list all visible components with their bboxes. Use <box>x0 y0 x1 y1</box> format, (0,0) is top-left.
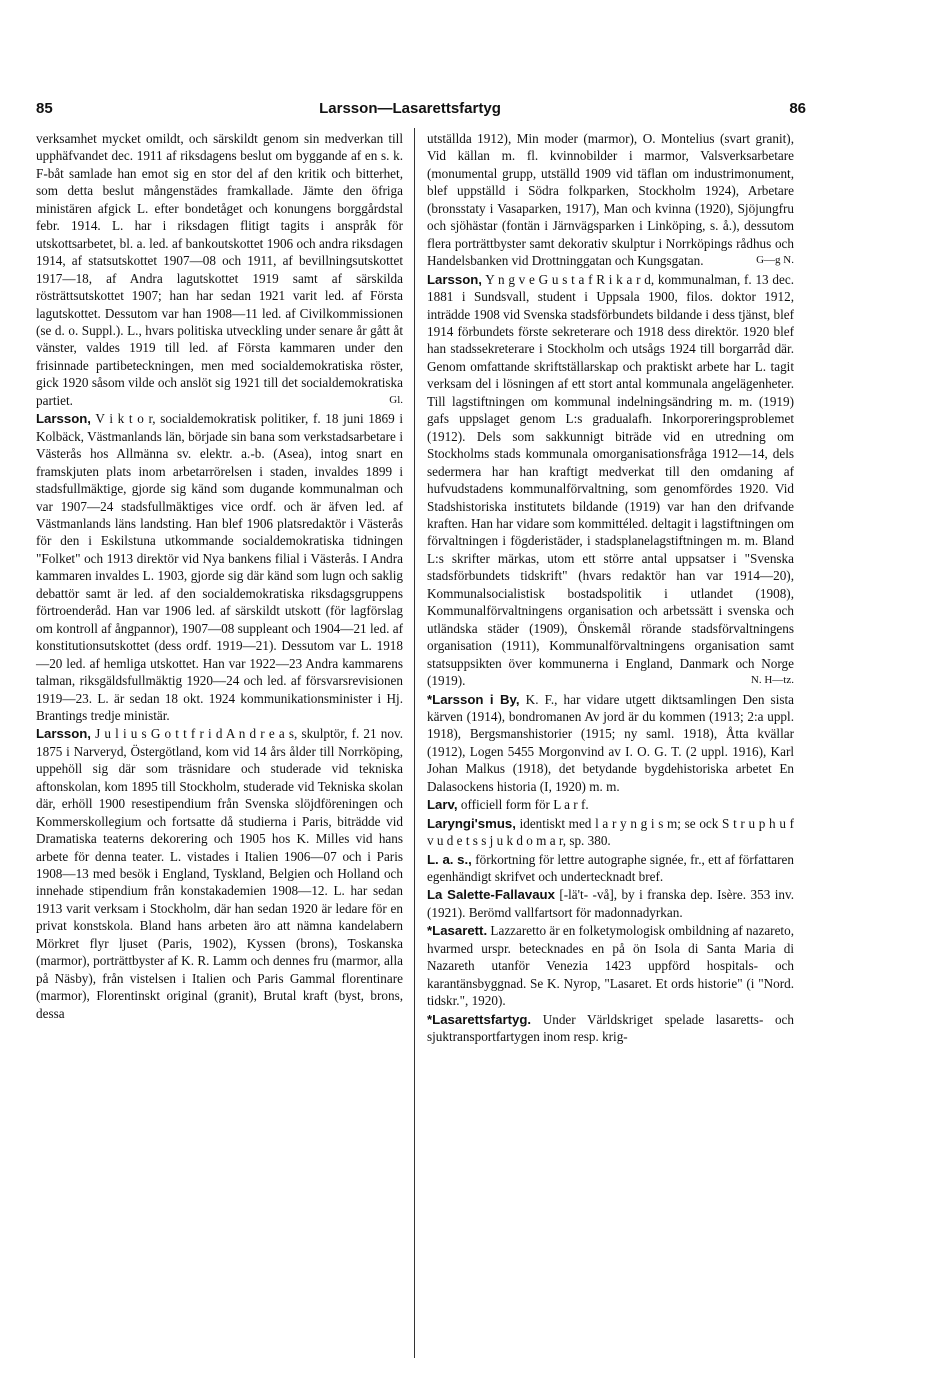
entry-headword: Larv, <box>427 797 458 813</box>
entry-headword: L. a. s., <box>427 851 472 867</box>
author-signature: Gl. <box>389 393 403 406</box>
entry-headword: Larsson, <box>36 411 91 427</box>
entry-larsson-viktor: Larsson, V i k t o r, socialdemokratisk politiker, f. 18 juni 1869 i Kolbäck, Västmanlands län, började sin bana som verkstadsarbetare i Västerås hos Allmänna sv. elektr. a.-b. (Asea), intog snart en framskjuten plats inom arbetarrörelsen i staden, invaldes 1899 i stadsfullmäktige, gjorde sig känd som dugande kommunalman och var 1907—24 stadsfullmäktiges vice ordf. och är äfven led. af Västmanlands läns landsting. Han blef 1906 platsredaktör i Västerås för den i Eskilstuna utkommande socialdemokratiska tidningen "Folket" och 1913 direktör vid Nya bankens filial i Västerås. I Andra kammaren invaldes L. 1903, gjorde sig där känd som lugn och saklig debattör samt är led. af den socialdemokratiska riksdagsgruppens förtroenderåd. Han var 1906 led. af särskildt utskott (för lagförslag om kontroll af ångpannor), 1907—08 suppleant och 1904—21 led. af konstitutionsutskottet (dess ordf. 1919—21). Dessutom var L. 1918—20 led. af hemliga utskottet. Han var 1922—23 Andra kammarens talman, riksgäldsfullmäktig 1920—24 och led. af försvarsrevisionen 1919—23. L. är sedan 18 okt. 1924 kommunikationsminister i Hj. Brantings tredje ministär. <box>36 411 403 723</box>
entry-continuation: verksamhet mycket omildt, och särskildt genom sin medverkan till upphäfvandet dec. 1911 af riksdagens beslut om byggande af en s. k. F-båt samlade han emot sig en stor del af den kritik och bitterhet, som detta beslut mångenstädes framkallade. Jämte den öfriga ministären afgick L. efter bondetåget och konungens borggårdstal febr. 1914. L. har i riksdagen flitigt tagits i anspråk för utskottsarbetet, bl. a. led. af bankoutskottet 1906 och andra riksdagen 1914, af statsutskottet 1907—08 och 1911, af bevillningsutskottet 1917—18, af Andra lagutskottet 1919 samt af särskilda rösträttsutskottet 1907; han har sedan 1921 varit led. af Första lagutskottet. Dessutom var han 1908—11 led. af Civilkommissionen (se d. o. Suppl.). L., hvars politiska utveckling under senare år gått åt vänster, valdes 1919 till led. af Första kammaren under den frisinnade partibeteckningen, men med socialdemokratiska röster, gick 1920 såsom vilde och anslöt sig 1921 till det socialdemokratiska partiet. Gl. <box>36 131 403 408</box>
entry-headword: Larsson, <box>427 271 482 287</box>
entry-headword: *Lasarettsfartyg. <box>427 1011 532 1027</box>
author-signature: N. H—tz. <box>750 674 794 687</box>
entry-headword: Larsson, <box>36 726 91 742</box>
entry-headword: Laryngi'smus, <box>427 815 516 831</box>
entry-lasarett: *Lasarett. Lazzaretto är en folketymologisk ombildning af nazareto, hvarmed urspr. betecknades en på ön Isola di Santa Maria di Nazareth utanför Venezia 1423 uppförd hospitals- och karantänsbyggnad. Se K. Nyrop, "Lasaret. Et ords historie" (i "Nord. tidskr.", 1920). <box>427 923 794 1009</box>
entry-headword: *Larsson i By, <box>427 691 520 707</box>
entry-continuation: utställda 1912), Min moder (marmor), O. Montelius (svart granit), Vid källan m. fl. kvinnobilder i marmor, Valsverksarbetare (monumental grupp, utställd 1909 vid täflan om industrimonument, blef uppställd i Södra folkparken, Stockholm 1924), Arbetare (bronsstaty i Vasaparken, 1917), Man och kvinna (1920), Sjöjungfru och sjöhästar (fontän i Järnvägsparken i Linköping, s. å.), dessutom flera porträttbyster samt dekorativ skulptur i Norrköpings rådhus och Handelsbanken vid Drottninggatan och Kungsgatan. G—g N. <box>427 131 794 269</box>
entry-lasarettsfartyg: *Lasarettsfartyg. Under Världskriget spelade lasaretts- och sjuktransportfartygen inom resp. krig- <box>427 1011 794 1045</box>
right-column <box>427 130 794 1046</box>
entry-headword: *Lasarett. <box>427 923 488 939</box>
entry-laryngismus: Laryngi'smus, identiskt med l a r y n g i s m; se ock S t r u p h u f v u d e t s s j u k d o m a r, sp. 380. <box>427 815 794 849</box>
entry-las: L. a. s., förkortning för lettre autographe signée, fr., ett af författaren egenhändigt skrifvet och undertecknadt bref. <box>427 851 794 885</box>
running-title: Larsson—Lasarettsfartyg <box>319 100 501 117</box>
left-column <box>36 130 403 1022</box>
page-number-right: 86 <box>789 100 806 117</box>
entry-headword: La Salette-Fallavaux <box>427 887 555 903</box>
page-number-left: 85 <box>36 100 53 117</box>
entry-larsson-i-by: *Larsson i By, K. F., har vidare utgett diktsamlingen Den sista kärven (1914), bondromanen Av jord är du kommen (1913; 2:a uppl. 1918), Bergsmanshistorier (1915; ny saml. 1918), Åtta kvällar (1912), Logen 5455 Morgonvind av I. O. G. T. (2 uppl. 1916), Karl Johan Malkus (1918), det betydande bygdehistoriska arbetet En Dalasockens historia (I, 1920) m. m. <box>427 691 795 794</box>
author-signature: G—g N. <box>756 254 794 267</box>
entry-la-salette: La Salette-Fallavaux [-lä't- -vå], by i franska dep. Isère. 353 inv. (1921). Berömd vallfartsort för madonnadyrkan. <box>427 887 794 920</box>
entry-larsson-julius: Larsson, J u l i u s G o t t f r i d A n d r e a s, skulptör, f. 21 nov. 1875 i Narveryd, Östergötland, kom vid 14 års ålder till Norrköping, uppehöll sig där som träsnidare och studerade vid tekniska aftonskolan, kom 1895 till Stockholm, studerade vid Tekniska skolan där, erhöll 1900 resestipendium från Svenska slöjdföreningen och Kommerskollegium och fortsatte då studierna i Paris, biträdde vid Dramatiska teaterns dekorering och 1905 hos K. Milles vid hans arbete för denna teater. L. vistades i Italien 1906—07 och i Paris 1908—13 med besök i England, Tyskland, Belgien och Holland och innehade stipendium från konstakademien 1908—12. L. har sedan 1913 varit verksam i Stockholm, där han sedan 1920 är ledare för en privat konstskola. Bland hans arbeten äro att nämna kandelabern Mörkret flyr ljuset (Paris, 1902), Kyssen (brons), Toskanska (marmor), porträttbyster af K. R. Lamm och dennes fru (marmor, alla på Näsby), från vistelsen i Italien och Paris Gammal florentinare (marmor), Florentinskt original (granit), Brutal kraft (byst, brons, dessa <box>36 726 403 1021</box>
entry-larsson-yngve: Larsson, Y n g v e G u s t a f R i k a r d, kommunalman, f. 13 dec. 1881 i Sundsvall, student i Uppsala 1900, filos. doktor 1912, inträdde 1908 vid Svenska stadsförbundets bildande i dess tjänst, blef 1914 förbundets förste sekreterare och 1918 dess direktör. 1920 blef han stadssekreterare i Stockholm och utsågs 1924 till borgarråd där. Genom omfattande skriftställarskap och praktiskt arbete har L. tagit verksam del i lösningen af ett stort antal kommunala angelägenheter. Till lagstiftningen om kommunal indelningsändring m. m. (1919) gafs uppslaget genom L:s gradualafh. Inkorporeringsproblemet (1912). Dels som sakkunnigt biträde vid en utredning om Stockholms stads kommunala omorganisationsfråga 1912—14, dels sedermera har han kraftigt medverkat till den omdaning af hufvudstadens kommunalförvaltning, som genomfördes 1920. Vid Stadshistoriska institutets bildande (1919) var han den drifvande kraften. Han har vidare som kommittéled. deltagit i lagstiftningen om förvaltningen i fögderistäder, i stadsplanelagstiftningen m. m. Bland L:s skrifter märkas, utom ett större antal uppsatser i "Svenska stadsförbundets tidskrift" (hvars redaktör han var 1914—20), Kommunalsocialistisk bostadspolitik i utlandet (1908), Kommunalförvaltningens organisation och arbetssätt i svenska och utländska städer (1909), Önskemål rörande stadsförvaltningens organisation (1911), Kommunalförvaltningens organisation samt statsuppsikten över kommunerna i England, Danmark och Norge (1919). N. H—tz. <box>427 271 794 689</box>
column-divider <box>414 128 415 1358</box>
entry-larv: Larv, officiell form för L a r f. <box>427 797 589 813</box>
